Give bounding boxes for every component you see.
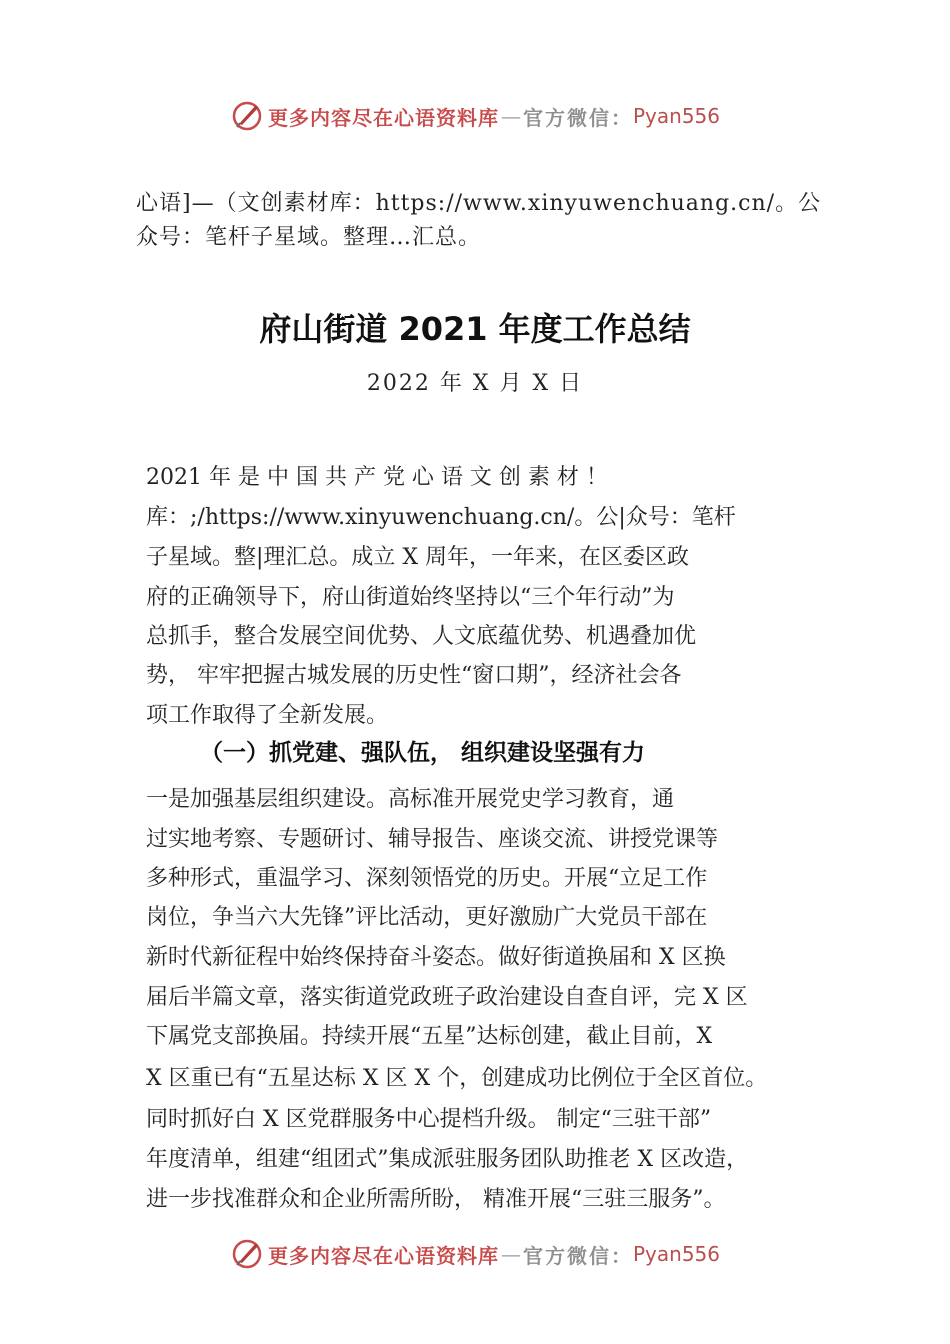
p1-line: 项工作取得了全新发展。 bbox=[146, 703, 389, 728]
banner-wechat-label: 官方微信： bbox=[522, 1243, 633, 1268]
document-date: 2022 年 X 月 X 日 bbox=[366, 371, 584, 396]
intro-line-2: 众号：笔杆子星域。整理…汇总。 bbox=[136, 225, 482, 250]
intro-line-1: 心语]—（文创素材库：https://www.xinyuwenchuang.cn/。公 bbox=[136, 191, 822, 216]
p2-line: 多种形式，重温学习、深刻领悟党的历史。开展“立足工作 bbox=[146, 866, 708, 891]
p2-line: 新时代新征程中始终保持奋斗姿态。做好街道换届和 X 区换 bbox=[146, 945, 726, 970]
p2-line: 届后半篇文章，落实街道党政班子政治建设自查自评，完 X 区 bbox=[146, 985, 748, 1010]
banner-wechat-id: Pyan556 bbox=[632, 1242, 720, 1266]
p1-line: 库：;/https://www.xinyuwenchuang.cn/。公|众号：笔杆 bbox=[146, 505, 736, 530]
p2-line: 同时抓好白 X 区党群服务中心提档升级。 制定“三驻干部” bbox=[146, 1107, 712, 1132]
p2-line: 岗位，争当六大先锋”评比活动，更好激励广大党员干部在 bbox=[146, 905, 708, 930]
footer-banner bbox=[0, 1234, 950, 1274]
banner-main-text: 更多内容尽在心语资料库 bbox=[267, 105, 499, 130]
p1-line: 府的正确领导下，府山街道始终坚持以“三个年行动”为 bbox=[146, 585, 675, 610]
header-banner bbox=[0, 96, 950, 136]
page-title: 府山街道 2021 年度工作总结 bbox=[259, 310, 691, 348]
p1-line: 子星域。整|理汇总。成立 X 周年，一年来，在区委区政 bbox=[146, 545, 690, 570]
p1-line: 总抓手，整合发展空间优势、人文底蕴优势、机遇叠加优 bbox=[146, 624, 697, 649]
banner-separator: — bbox=[500, 104, 521, 128]
p2-line: 过实地考察、专题研讨、辅导报告、座谈交流、讲授党课等 bbox=[146, 827, 719, 852]
p1-line: 2021 年 是 中 国 共 产 党 心 语 文 创 素 材 ！ bbox=[146, 465, 608, 490]
p2-line: 下属党支部换届。持续开展“五星”达标创建，截止目前，X bbox=[146, 1024, 713, 1049]
p2-line: 年度清单，组建“组团式”集成派驻服务团队助推老 X 区改造， bbox=[146, 1147, 749, 1172]
section-heading-1: （一）抓党建、强队伍， 组织建设坚强有力 bbox=[200, 740, 646, 766]
p1-line: 势， 牢牢把握古城发展的历史性“窗口期”，经济社会各 bbox=[146, 663, 682, 688]
p2-line: X 区重已有“五星达标 X 区 X 个，创建成功比例位于全区首位。 bbox=[146, 1066, 768, 1091]
p2-line: 进一步找准群众和企业所需所盼， 精准开展“三驻三服务”。 bbox=[146, 1187, 726, 1212]
quill-pen-logo-icon bbox=[230, 1237, 264, 1271]
banner-wechat-id: Pyan556 bbox=[632, 104, 720, 128]
banner-separator: — bbox=[500, 1242, 521, 1266]
banner-main-text: 更多内容尽在心语资料库 bbox=[267, 1243, 499, 1268]
quill-pen-logo-icon bbox=[230, 99, 264, 133]
banner-wechat-label: 官方微信： bbox=[522, 105, 633, 130]
p2-line: 一是加强基层组织建设。高标准开展党史学习教育，通 bbox=[146, 787, 675, 812]
